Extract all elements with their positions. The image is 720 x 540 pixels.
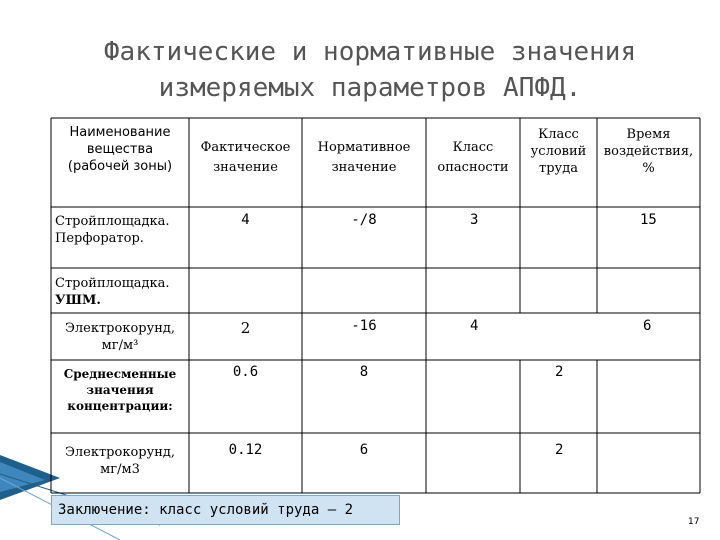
header-exposure: Время воздействия, %: [603, 127, 694, 176]
row3-normative: -16: [351, 318, 377, 334]
row1-exposure: 15: [640, 212, 657, 228]
row1-actual: 4: [241, 212, 250, 228]
row3-exposure: 6: [643, 318, 652, 334]
row1-hazard: 3: [470, 212, 479, 228]
row4-conditions: 2: [555, 364, 564, 380]
row4-normative: 8: [359, 364, 369, 380]
row5-name: Электрокорунд, мг/м3: [64, 445, 176, 477]
header-hazard: Класс опасности: [437, 140, 509, 175]
header-actual: Фактическое значение: [200, 140, 291, 175]
row3-name: Электрокорунд, мг/м³: [64, 321, 176, 353]
header-conditions: Класс условий труда: [530, 127, 587, 176]
row1-normative: -/8: [351, 212, 377, 228]
header-name: Наименование вещества (рабочей зоны): [67, 125, 173, 174]
row5-conditions: 2: [555, 442, 564, 458]
row3-hazard: 4: [470, 318, 479, 334]
row1-name: Стройплощадка. Перфоратор.: [55, 214, 170, 246]
row5-actual: 0.12: [228, 442, 263, 458]
row4-actual: 0.6: [232, 364, 259, 380]
row2-name: Стройплощадка. УШМ.: [55, 276, 170, 308]
page-title-line1: Фактические и нормативные значения: [103, 37, 637, 67]
header-normative: Нормативное значение: [317, 140, 411, 175]
page-title-line2: измеряемых параметров АПФД.: [158, 73, 582, 103]
page-number: 17: [688, 517, 700, 527]
row3-actual: 2: [240, 319, 251, 337]
row5-normative: 6: [359, 442, 369, 458]
row4-name: Среднесменные значения концентрации:: [63, 367, 177, 413]
conclusion-box: Заключение: класс условий труда – 2: [51, 495, 400, 525]
